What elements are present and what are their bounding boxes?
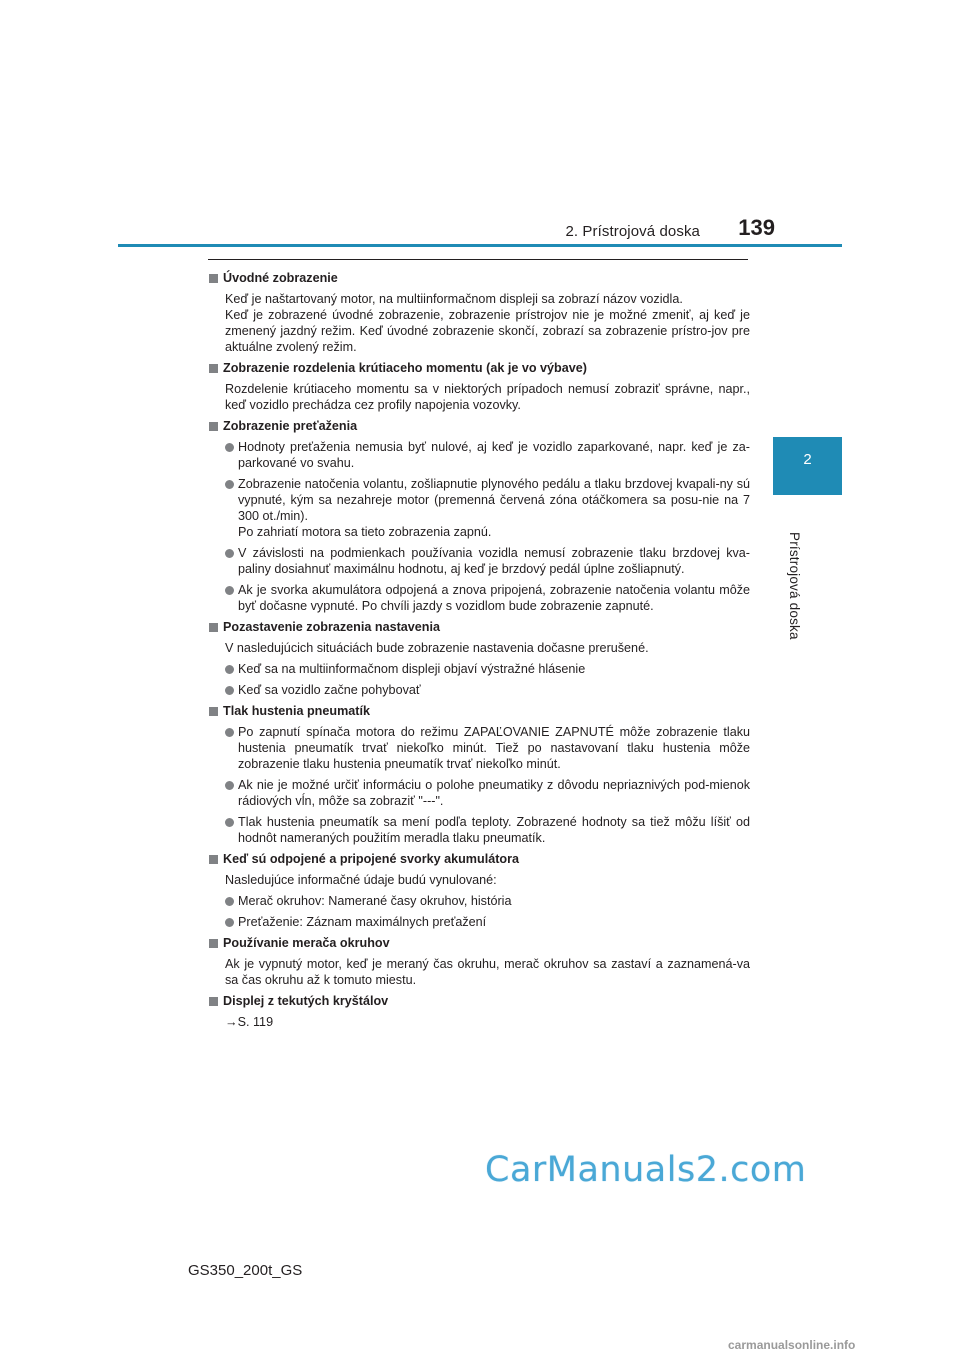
square-bullet-icon: [209, 855, 218, 864]
bullet-text: Keď sa na multiinformačnom displeji objaví výstražné hlásenie: [238, 662, 586, 676]
paragraph: [208, 872, 750, 888]
round-bullet-icon: [225, 686, 234, 695]
paragraph: [208, 956, 750, 988]
section-heading-text: Zobrazenie rozdelenia krútiaceho momentu (ak je vo výbave): [223, 361, 587, 375]
section: [208, 270, 750, 355]
paragraph: [208, 1014, 750, 1030]
round-bullet-icon: [225, 480, 234, 489]
section-heading-text: Zobrazenie preťaženia: [223, 419, 358, 433]
section: [208, 851, 750, 930]
bullet-text: Ak nie je možné určiť informáciu o polohe pneumatiky z dôvodu nepriaznivých pod-mienok rádiových vĺn, môže sa zobraziť "---".: [238, 778, 750, 808]
section-heading: [208, 270, 750, 286]
section: [208, 360, 750, 413]
section: [208, 935, 750, 988]
header-rule: [118, 244, 842, 247]
section: [208, 993, 750, 1030]
bullet-item: [208, 476, 750, 540]
section-heading-text: Úvodné zobrazenie: [223, 271, 338, 285]
round-bullet-icon: [225, 918, 234, 927]
bullet-text: Preťaženie: Záznam maximálnych preťažení: [238, 915, 487, 929]
bullet-text: Po zapnutí spínača motora do režimu ZAPAĽOVANIE ZAPNUTÉ môže zobrazenie tlaku hustenia pneumatík trvať niekoľko minút. Tiež po nastavovaní tlaku hustenia môže zobrazenie tlaku hustenia pneumatík trvať niekoľko minút.: [238, 725, 750, 771]
paragraph: [208, 291, 750, 355]
round-bullet-icon: [225, 781, 234, 790]
square-bullet-icon: [209, 707, 218, 716]
paragraph-text: Nasledujúce informačné údaje budú vynulované:: [225, 873, 497, 887]
page-number: 139: [738, 215, 775, 240]
footer-model-code: GS350_200t_GS: [188, 1262, 303, 1279]
bullet-item: [208, 724, 750, 772]
section-heading: [208, 418, 750, 434]
section-heading-text: Tlak hustenia pneumatík: [223, 704, 370, 718]
header-chapter-title: 2. Prístrojová doska: [565, 223, 700, 240]
paragraph: [208, 381, 750, 413]
round-bullet-icon: [225, 665, 234, 674]
side-tab-chapter-number: 2: [773, 437, 842, 495]
bullet-item: [208, 682, 750, 698]
bullet-item: [208, 439, 750, 471]
bullet-text: Keď sa vozidlo začne pohybovať: [238, 683, 421, 697]
paragraph-text: Ak je vypnutý motor, keď je meraný čas okruhu, merač okruhov sa zastaví a zaznamená-va sa čas okruhu až k tomuto miestu.: [225, 957, 750, 987]
bullet-text: Tlak hustenia pneumatík sa mení podľa teploty. Zobrazené hodnoty sa tiež môžu líšiť od hodnôt nameraných použitím meradla tlaku pneumatík.: [238, 815, 750, 845]
section-heading: [208, 360, 750, 376]
paragraph: [208, 640, 750, 656]
content-top-rule: [208, 259, 748, 260]
square-bullet-icon: [209, 422, 218, 431]
bullet-item: [208, 661, 750, 677]
side-tab-chapter-label: Prístrojová doska: [787, 532, 802, 640]
bullet-item: [208, 814, 750, 846]
bullet-text: Zobrazenie natočenia volantu, zošliapnutie plynového pedálu a tlaku brzdovej kvapali-ny sú vypnuté, kým sa nezahreje motor (premenná červená zóna otáčkomera sa posu-nie na 7 300 ot./min). Po zahriatí motora sa tieto zobrazenia zapnú.: [238, 477, 750, 539]
section: [208, 703, 750, 846]
page-content: [208, 270, 750, 1035]
section: [208, 619, 750, 698]
bullet-item: [208, 545, 750, 577]
section-heading: [208, 703, 750, 719]
round-bullet-icon: [225, 586, 234, 595]
paragraph-text: Rozdelenie krútiaceho momentu sa v niektorých prípadoch nemusí zobraziť správne, napr., keď vozidlo prechádza cez profily napojenia vozovky.: [225, 382, 750, 412]
section-heading: [208, 619, 750, 635]
bullet-item: [208, 893, 750, 909]
bullet-item: [208, 582, 750, 614]
paragraph-text: Keď je naštartovaný motor, na multiinformačnom displeji sa zobrazí názov vozidla. Keď je zobrazené úvodné zobrazenie, zobrazenie prístrojov nie je možné zmeniť, aj keď je zmenený jazdný režim. Keď úvodné zobrazenie skončí, zobrazí sa zobrazenie prístro-jov pre aktuálne zvolený režim.: [225, 292, 750, 354]
square-bullet-icon: [209, 364, 218, 373]
section-heading-text: Displej z tekutých kryštálov: [223, 994, 389, 1008]
round-bullet-icon: [225, 728, 234, 737]
square-bullet-icon: [209, 274, 218, 283]
section-heading: [208, 935, 750, 951]
bullet-text: Hodnoty preťaženia nemusia byť nulové, aj keď je vozidlo zaparkované, napr. keď je za-parkované vo svahu.: [238, 440, 750, 470]
paragraph-text: →S. 119: [225, 1015, 274, 1029]
paragraph-text: V nasledujúcich situáciách bude zobrazenie nastavenia dočasne prerušené.: [225, 641, 649, 655]
watermark-logo: CarManuals2.com: [485, 1150, 807, 1190]
square-bullet-icon: [209, 623, 218, 632]
round-bullet-icon: [225, 549, 234, 558]
bullet-text: V závislosti na podmienkach používania vozidla nemusí zobrazenie tlaku brzdovej kva-paliny dosiahnuť maximálnu hodnotu, aj keď je brzdový pedál úplne zošliapnutý.: [238, 546, 750, 576]
bullet-item: [208, 777, 750, 809]
round-bullet-icon: [225, 897, 234, 906]
section-heading: [208, 851, 750, 867]
section-heading-text: Používanie merača okruhov: [223, 936, 390, 950]
bullet-item: [208, 914, 750, 930]
section: [208, 418, 750, 614]
watermark-url: carmanualsonline.info: [728, 1338, 856, 1352]
square-bullet-icon: [209, 939, 218, 948]
bullet-text: Ak je svorka akumulátora odpojená a znova pripojená, zobrazenie natočenia volantu môže byť dočasne vypnuté. Po chvíli jazdy s vozidlom bude zobrazenie zapnuté.: [238, 583, 750, 613]
bullet-text: Merač okruhov: Namerané časy okruhov, história: [238, 894, 512, 908]
section-heading: [208, 993, 750, 1009]
section-heading-text: Pozastavenie zobrazenia nastavenia: [223, 620, 440, 634]
square-bullet-icon: [209, 997, 218, 1006]
section-heading-text: Keď sú odpojené a pripojené svorky akumulátora: [223, 852, 519, 866]
round-bullet-icon: [225, 818, 234, 827]
round-bullet-icon: [225, 443, 234, 452]
